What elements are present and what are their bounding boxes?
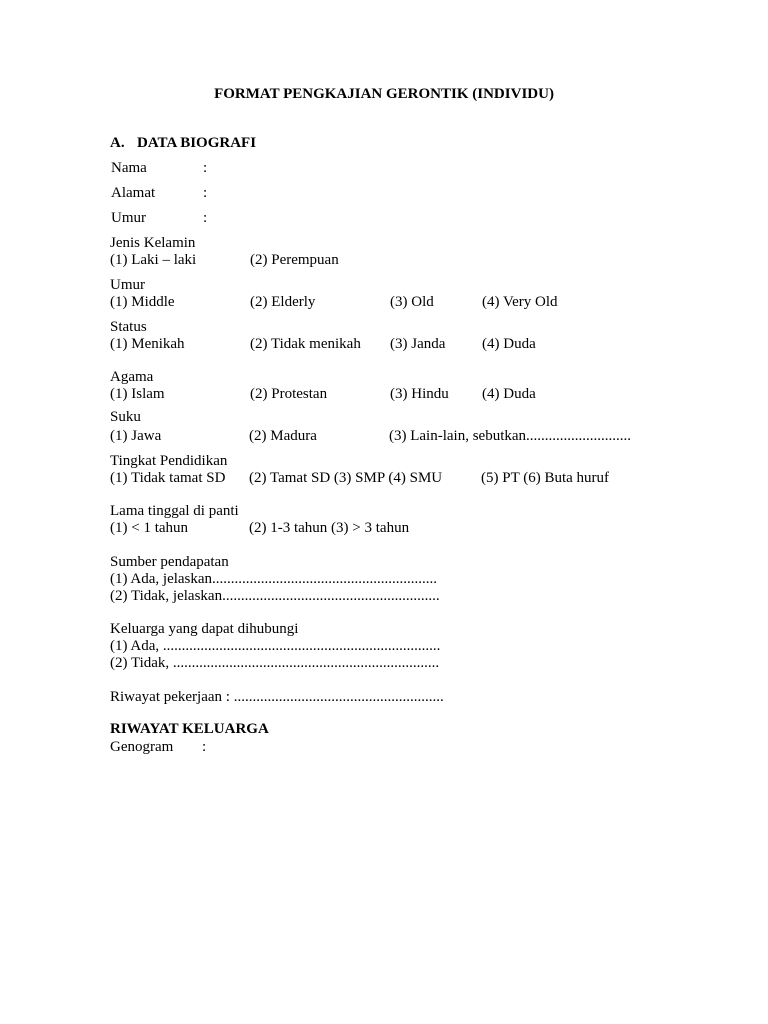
genogram-label: Genogram [110,739,174,755]
status-option: (4) Duda [482,336,536,352]
jenis-kelamin-label: Jenis Kelamin [110,235,196,251]
sumber-pendapatan-label: Sumber pendapatan [110,554,229,570]
umur-kategori-label: Umur [110,277,145,293]
sumber-pendapatan-option: (1) Ada, jelaskan............................................................ [110,571,438,587]
suku-option: (1) Jawa [110,428,162,444]
keluarga-option: (1) Ada, .......................................................................... [110,638,441,654]
alamat-label: Alamat [111,185,156,201]
umur-kategori-option: (3) Old [390,294,434,310]
status-label: Status [110,319,147,335]
suku-label: Suku [110,409,141,425]
suku-option: (2) Madura [249,428,317,444]
nama-label: Nama [111,160,147,176]
agama-option: (4) Duda [482,386,536,402]
agama-label: Agama [110,369,154,385]
umur-label: Umur [111,210,146,226]
lama-tinggal-label: Lama tinggal di panti [110,503,239,519]
umur-kategori-option: (4) Very Old [482,294,558,310]
umur-colon: : [203,210,208,226]
status-option: (2) Tidak menikah [250,336,361,352]
jenis-kelamin-option: (2) Perempuan [250,252,339,268]
agama-option: (3) Hindu [390,386,449,402]
document-title: FORMAT PENGKAJIAN GERONTIK (INDIVIDU) [214,86,554,102]
status-option: (1) Menikah [110,336,185,352]
section-a-heading: DATA BIOGRAFI [137,135,257,151]
section-a-number: A. [110,135,125,151]
alamat-colon: : [203,185,208,201]
jenis-kelamin-option: (1) Laki – laki [110,252,197,268]
pendidikan-option: (5) PT (6) Buta huruf [481,470,610,486]
keluarga-label: Keluarga yang dapat dihubungi [110,621,299,637]
umur-kategori-option: (2) Elderly [250,294,316,310]
genogram-colon: : [202,739,207,755]
riwayat-keluarga-heading: RIWAYAT KELUARGA [110,721,269,737]
suku-option: (3) Lain-lain, sebutkan............................ [389,428,632,444]
status-option: (3) Janda [390,336,446,352]
sumber-pendapatan-option: (2) Tidak, jelaskan.......................................................... [110,588,440,604]
lama-tinggal-option: (2) 1-3 tahun (3) > 3 tahun [249,520,410,536]
keluarga-option: (2) Tidak, ....................................................................... [110,655,440,671]
umur-kategori-option: (1) Middle [110,294,175,310]
pendidikan-option: (1) Tidak tamat SD [110,470,226,486]
nama-colon: : [203,160,208,176]
agama-option: (1) Islam [110,386,165,402]
pendidikan-option: (2) Tamat SD (3) SMP (4) SMU [249,470,443,486]
riwayat-pekerjaan-line: Riwayat pekerjaan : ........................................................ [110,689,444,705]
agama-option: (2) Protestan [250,386,328,402]
lama-tinggal-option: (1) < 1 tahun [110,520,189,536]
pendidikan-label: Tingkat Pendidikan [110,453,228,469]
